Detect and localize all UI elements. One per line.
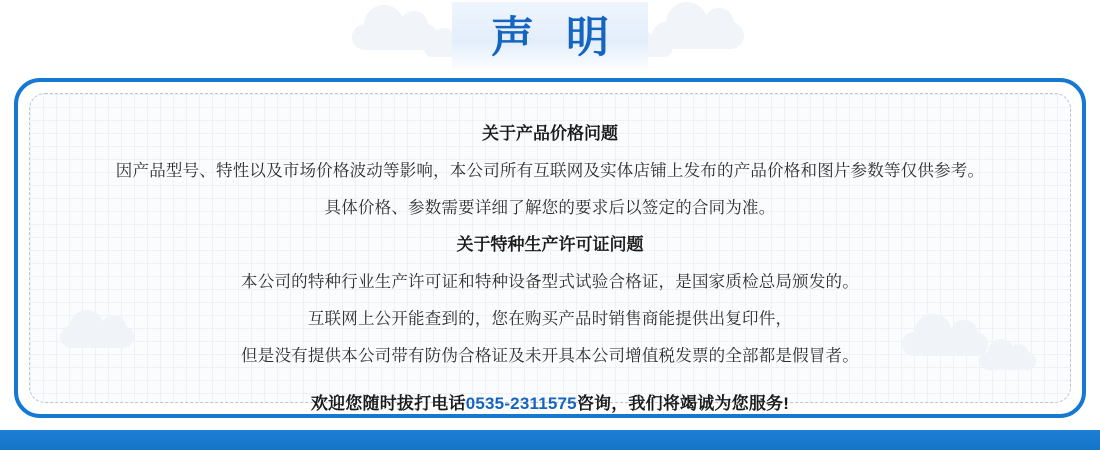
contact-suffix: 咨询，我们将竭诚为您服务! bbox=[576, 393, 790, 413]
statement-card bbox=[14, 78, 1086, 418]
contact-phone[interactable]: 0535-2311575 bbox=[465, 393, 577, 413]
bottom-accent-bar bbox=[0, 430, 1100, 450]
section-paragraph: 因产品型号、特性以及市场价格波动等影响，本公司所有互联网及实体店铺上发布的产品价格和图片参数等仅供参考。 bbox=[115, 162, 985, 181]
page-title: 声 明 bbox=[491, 13, 619, 62]
statement-content bbox=[30, 94, 1070, 414]
contact-prefix: 欢迎您随时拔打电话 bbox=[310, 393, 466, 413]
page-header bbox=[0, 0, 1100, 78]
section-paragraph: 本公司的特种行业生产许可证和特种设备型式试验合格证，是国家质检总局颁发的。 bbox=[241, 273, 859, 292]
section-paragraph: 具体价格、参数需要详细了解您的要求后以签定的合同为准。 bbox=[324, 199, 776, 218]
statement-card-inner bbox=[29, 93, 1071, 413]
section-paragraph: 互联网上公开能查到的，您在购买产品时销售商能提供出复印件， bbox=[307, 310, 793, 328]
contact-line bbox=[70, 389, 1030, 414]
page-title-box bbox=[452, 2, 648, 74]
section-paragraph: 但是没有提供本公司带有防伪合格证及未开具本公司增值税发票的全部都是假冒者。 bbox=[241, 346, 859, 365]
section-heading-price: 关于产品价格问题 bbox=[482, 124, 618, 143]
section-heading-license: 关于特种生产许可证问题 bbox=[456, 234, 644, 254]
